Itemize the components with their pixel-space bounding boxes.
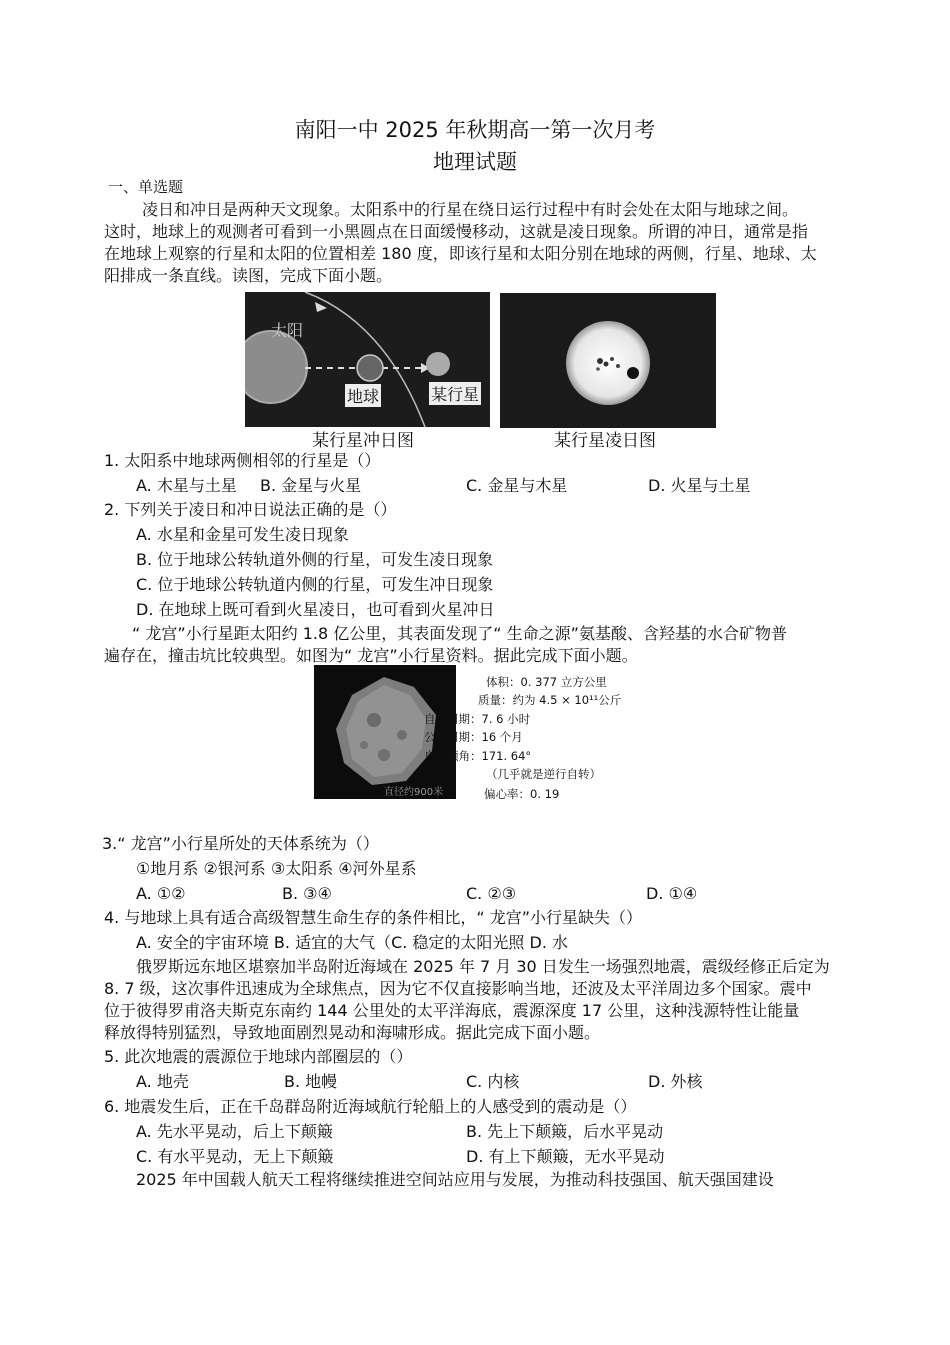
question-6-option-c: C. 有水平晃动，无上下颠簸	[136, 1147, 334, 1166]
sun-label: 太阳	[271, 321, 304, 340]
asteroid-info-retrograde: （几乎就是逆行自转）	[486, 767, 601, 781]
planet-label: 某行星	[429, 382, 481, 405]
question-4-stem: 4. 与地球上具有适合高级智慧生命生存的条件相比，“ 龙宫”小行星缺失（）	[104, 908, 643, 927]
question-4-options: A. 安全的宇宙环境 B. 适宜的大气（C. 稳定的太阳光照 D. 水	[136, 933, 568, 952]
exam-title: 南阳一中 2025 年秋期高一第一次月考	[294, 118, 656, 142]
exam-subject: 地理试题	[433, 150, 517, 174]
asteroid-info-tilt: 自转倾角：171. 64°	[424, 749, 532, 763]
earth-label: 地球	[345, 384, 381, 407]
passage2-line: 遍存在，撞击坑比较典型。如图为“ 龙宫”小行星资料。据此完成下面小题。	[104, 646, 638, 665]
earth-shape	[357, 355, 383, 381]
question-2-option-b: B. 位于地球公转轨道外侧的行星，可发生凌日现象	[136, 550, 494, 569]
question-6-option-d: D. 有上下颠簸，无水平晃动	[466, 1147, 665, 1166]
question-6-stem: 6. 地震发生后，正在千岛群岛附近海域航行轮船上的人感受到的震动是（）	[104, 1097, 637, 1116]
passage1-line: 阳排成一条直线。读图，完成下面小题。	[104, 266, 393, 285]
passage3-line: 位于彼得罗甫洛夫斯克东南约 144 公里处的太平洋海底，震源深度 17 公里，这种浅源特性让能量	[104, 1001, 800, 1020]
question-3-option-d: D. ①④	[646, 884, 698, 903]
question-1-option-a: A. 木星与土星	[136, 476, 237, 495]
asteroid-info-rotation: 自转周期：7. 6 小时	[424, 712, 531, 726]
opposition-figure	[245, 292, 490, 427]
question-1-option-b: B. 金星与火星	[260, 476, 362, 495]
question-5-stem: 5. 此次地震的震源位于地球内部圈层的（）	[104, 1047, 413, 1066]
transit-figure	[500, 293, 716, 428]
question-5-option-d: D. 外核	[648, 1072, 703, 1091]
passage1-line: 这时，地球上的观测者可看到一小黑圆点在日面缓慢移动，这就是凌日现象。所谓的冲日，通常是指	[104, 222, 809, 241]
section-heading: 一、单选题	[108, 178, 184, 196]
question-2-stem: 2. 下列关于凌日和冲日说法正确的是（）	[104, 500, 397, 519]
passage4-line: 2025 年中国载人航天工程将继续推进空间站应用与发展，为推动科技强国、航天强国建设	[136, 1170, 774, 1189]
passage3-line: 俄罗斯远东地区堪察加半岛附近海域在 2025 年 7 月 30 日发生一场强烈地震，震级经修正后定为	[136, 957, 830, 976]
question-1-stem: 1. 太阳系中地球两侧相邻的行星是（）	[104, 451, 381, 470]
transit-dot	[627, 367, 639, 379]
question-3-option-b: B. ③④	[282, 884, 332, 903]
passage1-line: 在地球上观察的行星和太阳的位置相差 180 度，即该行星和太阳分别在地球的两侧，行星、地球、太	[104, 244, 817, 263]
passage1-line: 凌日和冲日是两种天文现象。太阳系中的行星在绕日运行过程中有时会处在太阳与地球之间。	[142, 200, 799, 219]
question-1-option-d: D. 火星与土星	[648, 476, 751, 495]
question-5-option-a: A. 地壳	[136, 1072, 189, 1091]
planet-shape	[426, 352, 450, 376]
question-2-option-a: A. 水星和金星可发生凌日现象	[136, 525, 349, 544]
question-1-option-c: C. 金星与木星	[466, 476, 568, 495]
question-3-statements: ①地月系 ②银河系 ③太阳系 ④河外星系	[136, 859, 417, 878]
passage2-line: “ 龙宫”小行星距太阳约 1.8 亿公里，其表面发现了“ 生命之源”氨基酸、含羟基的水合矿物普	[132, 624, 787, 643]
asteroid-scale-label: 直径约900米	[384, 787, 444, 798]
transit-photo	[500, 293, 716, 428]
asteroid-info-eccentricity: 偏心率：0. 19	[484, 787, 560, 801]
passage3-line: 释放得特别猛烈，导致地面剧烈晃动和海啸形成。据此完成下面小题。	[104, 1023, 601, 1042]
question-5-option-c: C. 内核	[466, 1072, 520, 1091]
question-6-option-a: A. 先水平晃动，后上下颠簸	[136, 1122, 333, 1141]
question-5-option-b: B. 地幔	[284, 1072, 338, 1091]
question-2-option-c: C. 位于地球公转轨道内侧的行星，可发生冲日现象	[136, 575, 494, 594]
question-3-option-c: C. ②③	[466, 884, 517, 903]
transit-caption: 某行星凌日图	[554, 431, 656, 451]
asteroid-info-revolution: 公转周期：16 个月	[424, 730, 523, 744]
opposition-caption: 某行星冲日图	[312, 431, 414, 451]
asteroid-info-volume: 体积：0. 377 立方公里	[486, 675, 607, 689]
passage3-line: 8. 7 级，这次事件迅速成为全球焦点，因为它不仅直接影响当地，还波及太平洋周边多个国家。震中	[104, 979, 812, 998]
question-6-option-b: B. 先上下颠簸，后水平晃动	[466, 1122, 664, 1141]
question-3-option-a: A. ①②	[136, 884, 186, 903]
question-3-stem: 3.“ 龙宫”小行星所处的天体系统为（）	[102, 834, 379, 853]
question-2-option-d: D. 在地球上既可看到火星凌日，也可看到火星冲日	[136, 600, 495, 619]
asteroid-info-mass: 质量：约为 4.5 × 10¹¹公斤	[478, 693, 622, 707]
